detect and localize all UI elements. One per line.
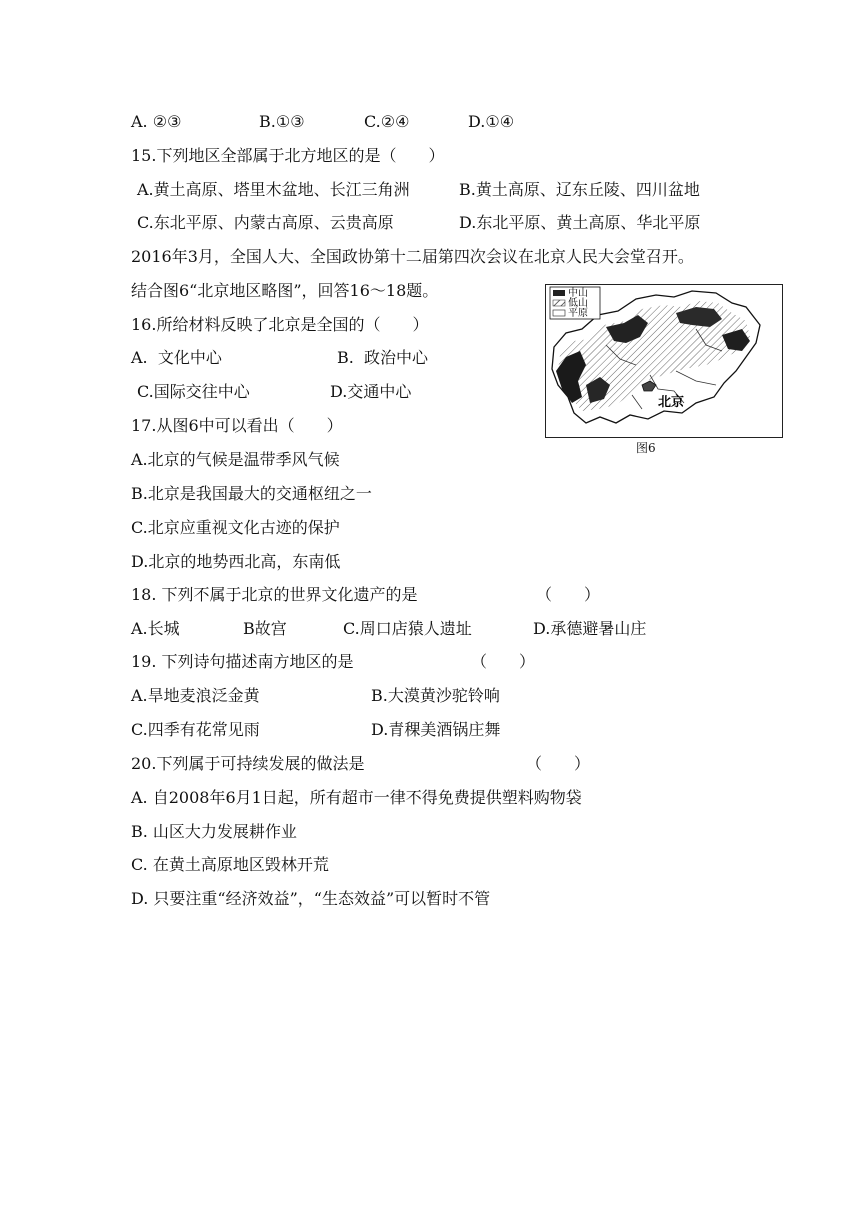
q19-option-c: C.四季有花常见雨 [131,720,260,739]
q16-stem: 16.所给材料反映了北京是全国的（ ） [131,315,429,334]
q19-stem: 19. 下列诗句描述南方地区的是 [131,652,354,671]
q14-option-b: B.①③ [259,112,305,131]
q20-option-b: B. 山区大力发展耕作业 [131,822,297,841]
q16-option-a: A. 文化中心 [131,348,222,367]
q18-option-c: C.周口店猿人遗址 [343,619,472,638]
q20-stem: 20.下列属于可持续发展的做法是 [131,754,365,773]
q14-option-c: C.②④ [364,112,410,131]
q14-option-d: D.①④ [468,112,515,131]
q20-option-c: C. 在黄土高原地区毁林开荒 [131,855,329,874]
q20-option-a: A. 自2008年6月1日起，所有超市一律不得免费提供塑料购物袋 [131,788,582,807]
q14-option-a: A. ②③ [131,112,182,131]
q15-option-d: D.东北平原、黄土高原、华北平原 [459,213,701,232]
q19-answer-paren: （ ） [471,652,536,671]
q18-option-b: B故宫 [243,619,287,638]
q17-stem: 17.从图6中可以看出（ ） [131,416,343,435]
legend-swatch-low-mountain [553,300,565,306]
q19-option-a: A.旱地麦浪泛金黄 [131,686,260,705]
q20-answer-paren: （ ） [526,754,591,773]
intro-line-2: 结合图6“北京地区略图”，回答16～18题。 [131,281,439,300]
q16-option-d: D.交通中心 [330,382,412,401]
q15-option-b: B.黄土高原、辽东丘陵、四川盆地 [459,180,700,199]
beijing-map-figure [545,284,783,438]
legend-label-plain: 平原 [568,308,588,319]
q15-option-c: C.东北平原、内蒙古高原、云贵高原 [137,213,394,232]
legend-label-low-mountain: 低山 [568,298,588,309]
q18-stem: 18. 下列不属于北京的世界文化遗产的是 [131,585,418,604]
q20-option-d: D. 只要注重“经济效益”，“生态效益”可以暂时不管 [131,889,491,908]
q15-stem: 15.下列地区全部属于北方地区的是（ ） [131,146,445,165]
q15-option-a: A.黄土高原、塔里木盆地、长江三角洲 [137,180,410,199]
city-label: 北京 [658,395,685,410]
legend-swatch-middle-mountain [553,290,565,296]
q17-option-d: D.北京的地势西北高，东南低 [131,552,341,571]
q18-answer-paren: （ ） [536,585,601,604]
q16-option-c: C.国际交往中心 [137,382,250,401]
q18-option-d: D.承德避暑山庄 [533,619,647,638]
legend-label-middle-mountain: 中山 [568,288,588,299]
q19-option-d: D.青稞美酒锅庄舞 [371,720,501,739]
q17-option-c: C.北京应重视文化古迹的保护 [131,518,340,537]
q16-option-b: B. 政治中心 [337,348,429,367]
q19-option-b: B.大漠黄沙驼铃响 [371,686,500,705]
figure-caption: 图6 [636,441,656,455]
q17-option-b: B.北京是我国最大的交通枢纽之一 [131,484,372,503]
beijing-map [546,285,782,437]
legend-swatch-plain [553,310,565,316]
q18-option-a: A.长城 [131,619,180,638]
intro-line-1: 2016年3月，全国人大、全国政协第十二届第四次会议在北京人民大会堂召开。 [131,247,694,266]
q17-option-a: A.北京的气候是温带季风气候 [131,450,340,469]
